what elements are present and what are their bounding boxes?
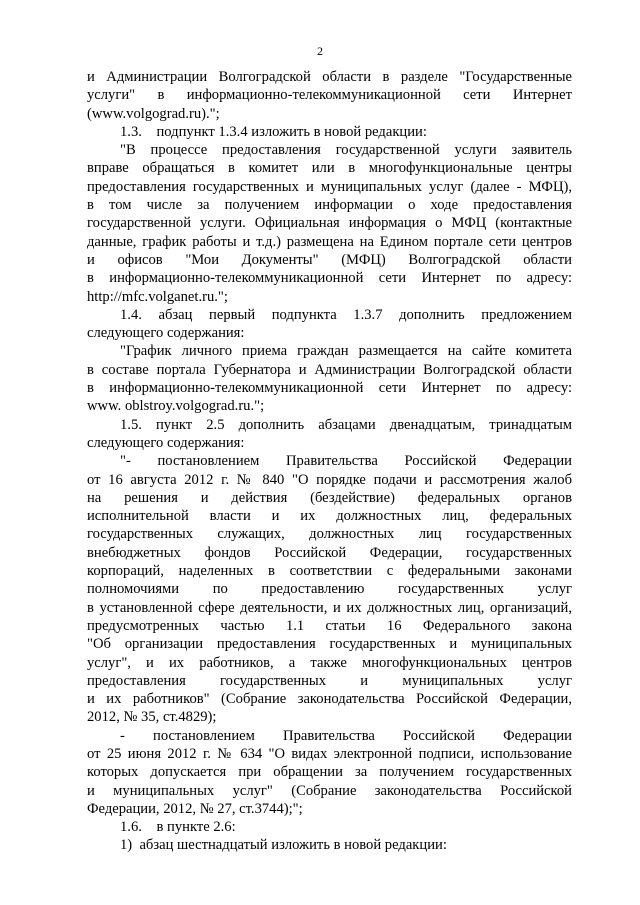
text-line: государственных служащих, должностных лиц государственных bbox=[87, 526, 572, 543]
text-line: данные, график работы и т.д.) размещена на Едином портале сети центров bbox=[87, 233, 572, 250]
text-line: и Администрации Волгоградской области в разделе "Государственные bbox=[87, 69, 572, 85]
text-line: 1.6. в пункте 2.6: bbox=[120, 819, 236, 836]
text-line: www. oblstroy.volgograd.ru."; bbox=[87, 398, 265, 415]
text-line: 1) абзац шестнадцатый изложить в новой редакции: bbox=[120, 837, 447, 854]
text-line: следующего содержания: bbox=[87, 434, 245, 451]
text-line: и офисов "Мои Документы" (МФЦ) Волгоградской области bbox=[87, 251, 572, 268]
document-body bbox=[87, 68, 572, 855]
text-line: на решения и действия (бездействие) федеральных органов bbox=[87, 489, 572, 506]
text-line: http://mfc.volganet.ru."; bbox=[87, 288, 228, 305]
text-line: и муниципальных услуг" (Собрание законодательства Российской bbox=[87, 782, 572, 799]
text-line: 2012, № 35, ст.4829); bbox=[87, 709, 217, 726]
text-line: и их работников" (Собрание законодательства Российской Федерации, bbox=[87, 691, 572, 708]
text-line: "Об организации предоставления государственных и муниципальных bbox=[87, 636, 572, 653]
text-line: услуг", и их работников, а также многофункциональных центров bbox=[87, 654, 572, 671]
text-line: вправе обращаться в комитет или в многофункциональные центры bbox=[87, 160, 572, 177]
text-line: исполнительной власти и их должностных лиц, федеральных bbox=[87, 508, 572, 525]
text-line: "График личного приема граждан размещается на сайте комитета bbox=[120, 343, 572, 360]
page-number: 2 bbox=[317, 44, 323, 58]
text-line: полномочиями по предоставлению государственных услуг bbox=[87, 581, 572, 598]
text-line: следующего содержания: bbox=[87, 325, 245, 342]
text-line: в том числе за получением информации о ходе предоставления bbox=[87, 197, 572, 214]
text-line: корпораций, наделенных в соответствии с федеральными законами bbox=[87, 563, 572, 580]
text-line: в информационно-телекоммуникационной сети Интернет по адресу: bbox=[87, 270, 572, 287]
text-line: внебюджетных фондов Российской Федерации, государственных bbox=[87, 544, 572, 561]
text-line: в составе портала Губернатора и Администрации Волгоградской области bbox=[87, 361, 572, 378]
text-line: 1.5. пункт 2.5 дополнить абзацами двенадцатым, тринадцатым bbox=[120, 416, 572, 433]
text-line: "- постановлением Правительства Российской Федерации bbox=[120, 453, 572, 470]
text-line: предоставления государственных и муниципальных услуг bbox=[87, 672, 572, 689]
text-line: от 16 августа 2012 г. № 840 "О порядке подачи и рассмотрения жалоб bbox=[87, 471, 572, 488]
text-line: которых допускается при обращении за получением государственных bbox=[87, 764, 572, 781]
text-line: (www.volgograd.ru)."; bbox=[87, 105, 220, 122]
text-line: предоставления государственных и муниципальных услуг (далее - МФЦ), bbox=[87, 178, 572, 195]
text-line: от 25 июня 2012 г. № 634 "О видах электронной подписи, использование bbox=[87, 745, 572, 762]
text-line: 1.4. абзац первый подпункта 1.3.7 дополнить предложением bbox=[120, 306, 572, 323]
text-line: 1.3. подпункт 1.3.4 изложить в новой редакции: bbox=[120, 123, 427, 140]
text-line: Федерации, 2012, № 27, ст.3744);"; bbox=[87, 800, 303, 817]
text-line: предусмотренных частью 1.1 статьи 16 Федерального закона bbox=[87, 617, 572, 634]
text-line: в информационно-телекоммуникационной сети Интернет по адресу: bbox=[87, 380, 572, 397]
text-line: - постановлением Правительства Российской Федерации bbox=[120, 727, 572, 744]
text-line: государственной услуги. Официальная информация о МФЦ (контактные bbox=[87, 215, 572, 232]
text-line: "В процессе предоставления государственной услуги заявитель bbox=[120, 142, 572, 159]
text-line: услуги" в информационно-телекоммуникационной сети Интернет bbox=[87, 87, 572, 104]
text-line: в установленной сфере деятельности, и их должностных лиц, организаций, bbox=[87, 599, 572, 616]
